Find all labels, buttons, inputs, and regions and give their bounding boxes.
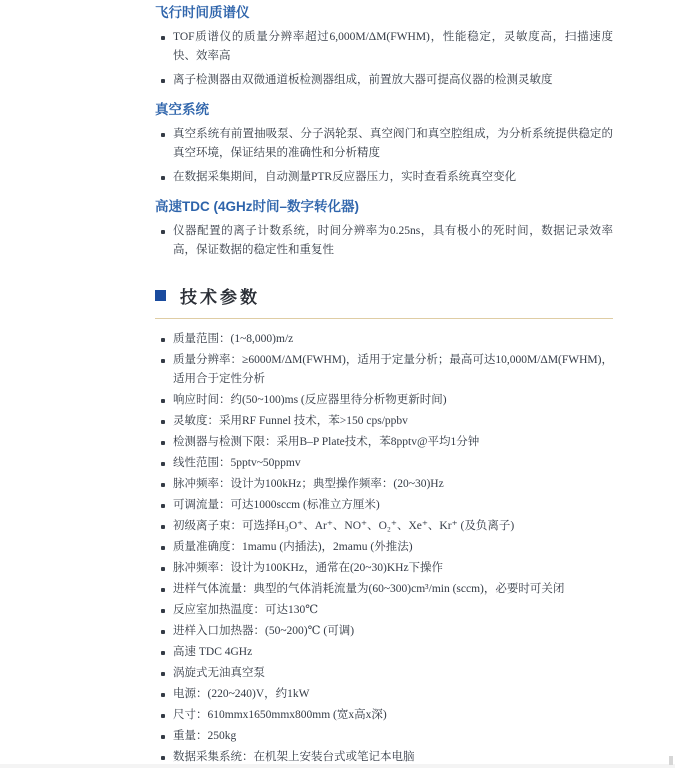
list-item-text: 在数据采集期间，自动测量PTR反应器压力，实时查看系统真空变化: [173, 171, 517, 183]
list-item: [155, 475, 613, 494]
bullet-icon: [161, 504, 165, 508]
list-item-text: 数据采集系统：在机架上安装台式或笔记本电脑: [173, 751, 415, 763]
bullet-icon: [161, 133, 165, 137]
bullet-icon: [161, 36, 165, 40]
list-item: [155, 496, 613, 515]
list-item: [155, 601, 613, 620]
section-heading-tof: 飞行时间质谱仪: [155, 5, 250, 20]
list-item: [155, 685, 613, 704]
list-item-text: 真空系统有前置抽吸泵、分子涡轮泵、真空阀门和真空腔组成，为分析系统提供稳定的真空环境，保证结果的准确性和分析精度: [173, 128, 613, 159]
params-list: [155, 330, 613, 767]
list-item: [155, 222, 613, 260]
bullet-icon: [161, 693, 165, 697]
list-item-text: 仪器配置的离子计数系统，时间分辨率为0.25ns，具有极小的死时间，数据记录效率高，保证数据的稳定性和重复性: [173, 225, 613, 256]
bullet-icon: [161, 672, 165, 676]
bullet-icon: [161, 630, 165, 634]
list-item-text: 电源：(220~240)V，约1kW: [173, 688, 310, 700]
list-item: [155, 580, 613, 599]
bullet-icon: [161, 230, 165, 234]
bullet-icon: [161, 420, 165, 424]
bullet-icon: [161, 338, 165, 342]
square-bullet-icon: [155, 290, 166, 301]
list-item-text: 离子检测器由双微通道板检测器组成，前置放大器可提高仪器的检测灵敏度: [173, 74, 553, 86]
list-item-text: 脉冲频率：设计为100kHz；典型操作频率：(20~30)Hz: [173, 478, 444, 490]
bullet-icon: [161, 462, 165, 466]
list-item: [155, 391, 613, 410]
list-item-text: 尺寸：610mmx1650mmx800mm (宽x高x深): [173, 709, 387, 721]
bullet-icon: [161, 756, 165, 760]
list-item-text: 进样入口加热器：(50~200)℃ (可调): [173, 625, 355, 637]
bullet-icon: [161, 567, 165, 571]
list-item: [155, 454, 613, 473]
list-item: [155, 517, 613, 536]
list-item: [155, 559, 613, 578]
bullet-icon: [161, 176, 165, 180]
bullet-icon: [161, 651, 165, 655]
page-content: [155, 4, 613, 768]
bullet-icon: [161, 609, 165, 613]
list-item: [155, 538, 613, 557]
bullet-icon: [161, 546, 165, 550]
list-item: [155, 330, 613, 349]
params-section-header: [155, 284, 613, 306]
bullet-icon: [161, 588, 165, 592]
bullet-icon: [161, 79, 165, 83]
page-bottom-edge: [0, 764, 675, 768]
list-item-text: 响应时间：约(50~100)ms (反应器里待分析物更新时间): [173, 394, 447, 406]
list-item-text: 灵敏度：采用RF Funnel 技术，苯>150 cps/ppbv: [173, 415, 408, 427]
list-item-text: 质量准确度：1mamu (内插法)，2mamu (外推法): [173, 541, 413, 553]
list-item-text: 反应室加热温度：可达130℃: [173, 604, 319, 616]
list-item: [155, 727, 613, 746]
bullet-icon: [161, 735, 165, 739]
list-item-text: 重量：250kg: [173, 730, 237, 742]
list-item: [155, 706, 613, 725]
list-item: [155, 28, 613, 66]
list-item: [155, 664, 613, 683]
section-heading-tdc: 高速TDC (4GHz时间–数字转化器): [155, 199, 360, 214]
list-item-text: 脉冲频率：设计为100KHz，通常在(20~30)KHz下操作: [173, 562, 444, 574]
bullet-icon: [161, 399, 165, 403]
vacuum-feature-list: [155, 125, 613, 187]
bullet-icon: [161, 441, 165, 445]
section-heading-vacuum: 真空系统: [155, 102, 209, 117]
list-item-text: 质量范围：(1~8,000)m/z: [173, 333, 294, 345]
list-item: [155, 622, 613, 641]
list-item: [155, 643, 613, 662]
params-section-title: 技术参数: [180, 287, 260, 307]
list-item-text: 可调流量：可达1000sccm (标准立方厘米): [173, 499, 380, 511]
bullet-icon: [161, 483, 165, 487]
bullet-icon: [161, 359, 165, 363]
list-item-text: TOF质谱仪的质量分辨率超过6,000M/ΔM(FWHM)，性能稳定，灵敏度高，扫描速度快、效率高: [173, 31, 613, 62]
list-item: [155, 168, 613, 187]
list-item-text: 涡旋式无油真空泵: [173, 667, 265, 679]
list-item: [155, 351, 613, 389]
list-item: [155, 125, 613, 163]
list-item-text: 初级离子束：可选择H₃O⁺、Ar⁺、NO⁺、O₂⁺、Xe⁺、Kr⁺ (及负离子): [173, 520, 515, 532]
bullet-icon: [161, 525, 165, 529]
section-divider: [155, 318, 613, 319]
list-item-text: 线性范围：5pptv~50ppmv: [173, 457, 301, 469]
list-item: [155, 412, 613, 431]
bullet-icon: [161, 714, 165, 718]
list-item: [155, 433, 613, 452]
list-item-text: 进样气体流量：典型的气体消耗流量为(60~300)cm³/min (sccm)，必要时可关闭: [173, 583, 565, 595]
list-item-text: 检测器与检测下限：采用B–P Plate技术，苯8pptv@平均1分钟: [173, 436, 480, 448]
list-item-text: 质量分辨率：≥6000M/ΔM(FWHM)，适用于定量分析；最高可达10,000M/ΔM(FWHM)，适用合于定性分析: [173, 354, 613, 385]
tof-feature-list: [155, 28, 613, 90]
page-corner-mark: [669, 756, 673, 765]
tdc-feature-list: [155, 222, 613, 260]
list-item: [155, 71, 613, 90]
list-item-text: 高速 TDC 4GHz: [173, 646, 253, 658]
